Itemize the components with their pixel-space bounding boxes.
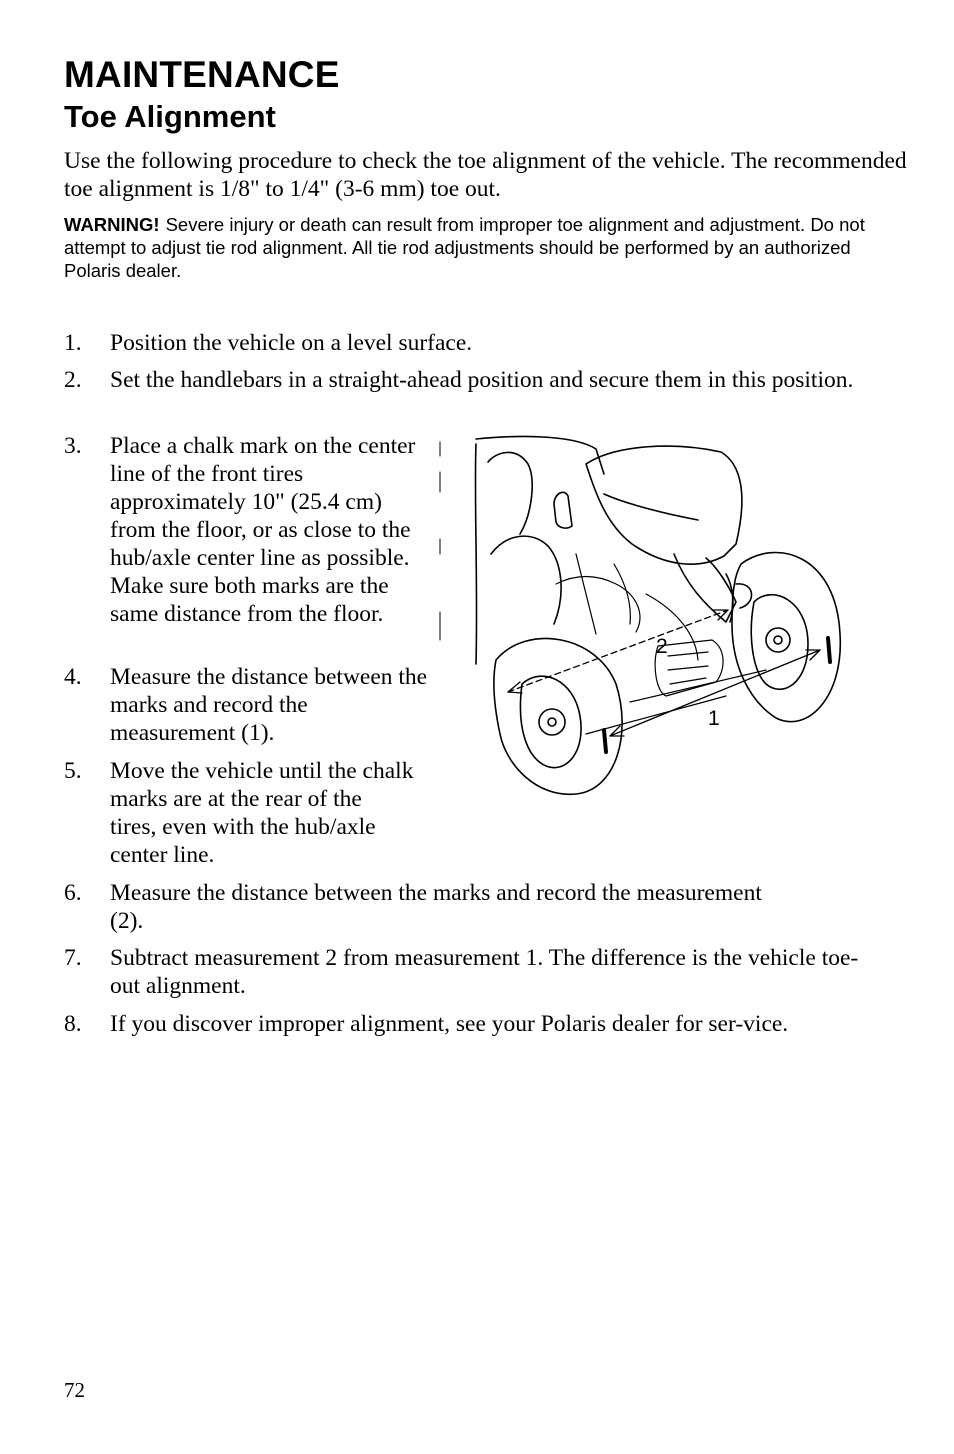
right-front-tire xyxy=(732,553,840,722)
step-text: Measure the distance between the marks and record the measurement (2). xyxy=(110,880,762,934)
step-3 xyxy=(64,432,424,628)
warning-label: WARNING! xyxy=(64,214,160,235)
intro-paragraph: Use the following procedure to check the toe alignment of the vehicle. The recommended toe alignment is 1/8" to 1/4" (3-6 mm) toe out. xyxy=(64,148,907,202)
step-text: If you discover improper alignment, see your Polaris dealer for ser-vice. xyxy=(110,1011,789,1037)
step-text: Set the handlebars in a straight-ahead position and secure them in this position. xyxy=(110,367,854,393)
step-4 xyxy=(64,663,434,747)
section-title: MAINTENANCE xyxy=(64,54,340,95)
step-text: Measure the distance between the marks and record the measurement (1). xyxy=(110,664,428,746)
step-1 xyxy=(64,329,914,357)
step-8 xyxy=(64,1010,874,1038)
step-7 xyxy=(64,944,874,1000)
chalk-marks xyxy=(604,638,830,752)
atv-toe-alignment-illustration xyxy=(436,434,856,796)
subsection-title: Toe Alignment xyxy=(64,99,276,134)
step-number: 5. xyxy=(64,758,82,784)
left-front-tire xyxy=(494,638,622,794)
measurement-2-arrow xyxy=(508,610,728,693)
step-number: 1. xyxy=(64,330,82,356)
step-text: Move the vehicle until the chalk marks are at the rear of the tires, even with the hub/axle center line. xyxy=(110,758,414,868)
callout-1: 1 xyxy=(708,707,720,730)
step-text: Position the vehicle on a level surface. xyxy=(110,330,473,356)
callout-2: 2 xyxy=(656,635,668,658)
step-number: 2. xyxy=(64,367,82,393)
atv-body xyxy=(475,436,751,664)
step-number: 6. xyxy=(64,880,82,906)
step-number: 7. xyxy=(64,945,82,971)
step-6 xyxy=(64,879,784,935)
page-number: 72 xyxy=(64,1378,85,1402)
step-5 xyxy=(64,757,414,869)
step-text: Subtract measurement 2 from measurement 1. The difference is the vehicle toe-out alignment. xyxy=(110,945,859,999)
warning-block xyxy=(64,213,894,282)
step-number: 4. xyxy=(64,664,82,690)
step-number: 8. xyxy=(64,1011,82,1037)
step-2 xyxy=(64,366,854,394)
step-text: Place a chalk mark on the center line of the front tires approximately 10" (25.4 cm) from the floor, or as close to the hub/axle center line as possible. Make sure both marks are the same distance from the floor. xyxy=(110,433,416,627)
warning-text: Severe injury or death can result from improper toe alignment and adjustment. Do not attempt to adjust tie rod alignment. All tie rod adjustments should be performed by an authorized Polaris dealer. xyxy=(64,214,865,281)
step-number: 3. xyxy=(64,433,82,459)
